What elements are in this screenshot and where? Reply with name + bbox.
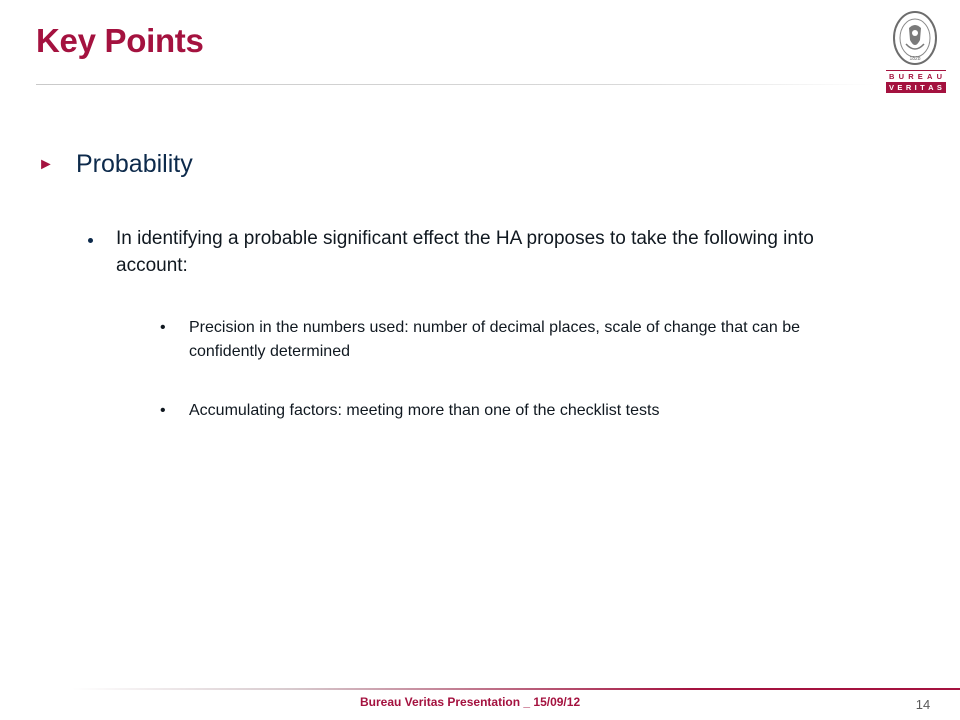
logo-seal-icon	[887, 10, 943, 66]
bullet-level3-item	[160, 316, 880, 364]
bullet-level1-text: Probability	[76, 150, 193, 178]
dot-bullet-icon	[88, 238, 93, 243]
bullet-level2-text: In identifying a probable significant effect the HA proposes to take the following into account:	[116, 228, 814, 276]
logo-word-bureau: B U R E A U	[886, 70, 946, 81]
title-divider	[36, 84, 876, 85]
bullet-level1	[38, 150, 193, 179]
bureau-veritas-logo	[880, 10, 950, 90]
slide-title: Key Points	[36, 22, 204, 59]
small-bullet-icon: •	[160, 402, 166, 419]
small-bullet-icon: •	[160, 319, 166, 336]
bullet-level3-text: Accumulating factors: meeting more than one of the checklist tests	[189, 402, 660, 419]
bullet-level3-text: Precision in the numbers used: number of decimal places, scale of change that can be confidently determined	[189, 319, 801, 360]
footer-label: Bureau Veritas Presentation _ 15/09/12	[360, 695, 581, 709]
bullet-level2	[88, 225, 868, 279]
arrow-bullet-icon: ►	[38, 155, 54, 173]
svg-text:1828: 1828	[909, 56, 921, 62]
page-number: 14	[915, 697, 931, 712]
footer-divider	[72, 688, 960, 690]
bullet-level3-item	[160, 399, 880, 423]
logo-word-veritas: V E R I T A S	[886, 82, 946, 93]
